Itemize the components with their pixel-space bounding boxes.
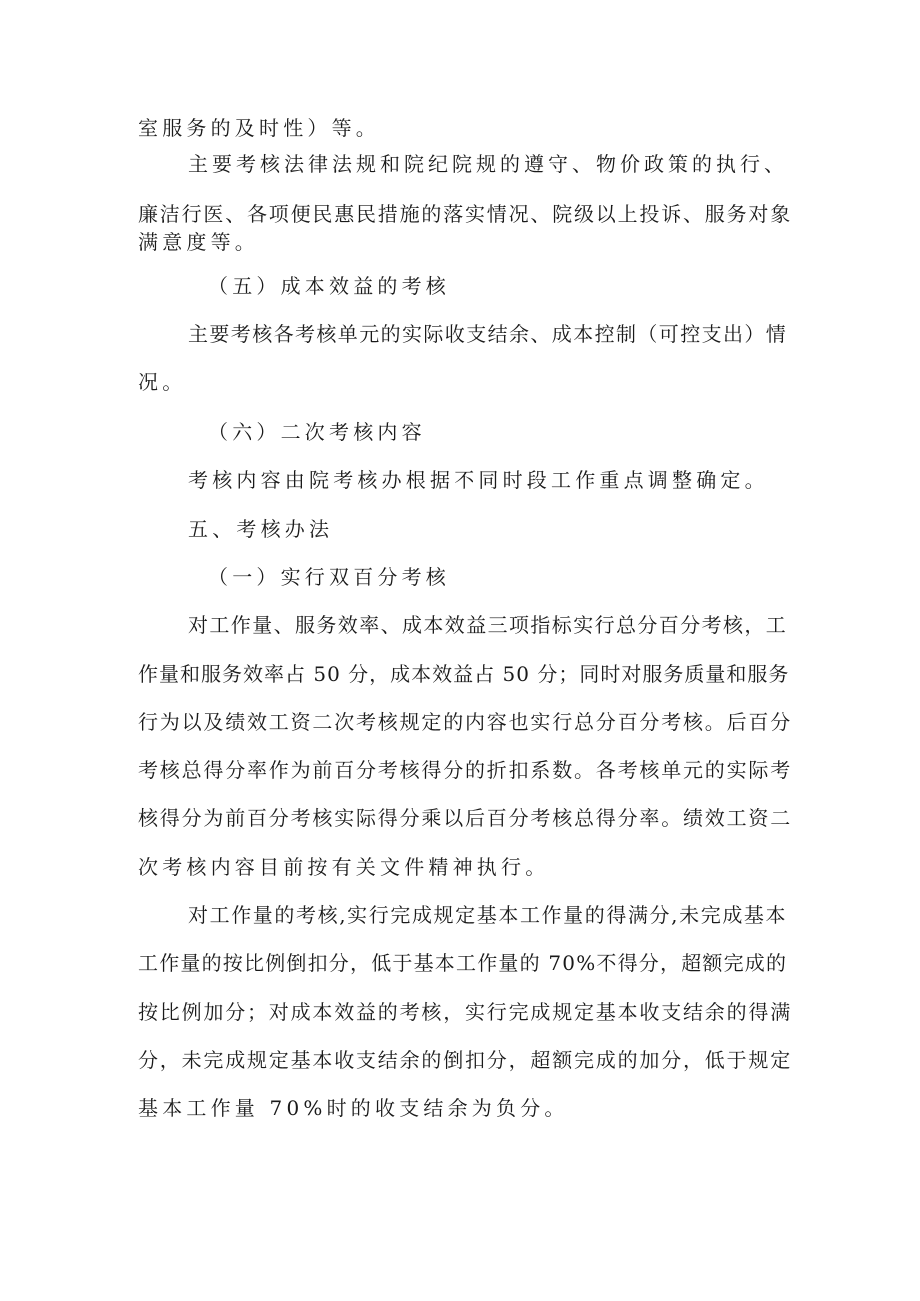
text-line: 主要考核法律法规和院纪院规的遵守、物价政策的执行、 <box>188 152 788 176</box>
text-line: 对工作量的考核,实行完成规定基本工作量的得满分,未完成基本 <box>188 903 788 927</box>
text-line: 次考核内容目前按有关文件精神执行。 <box>138 855 550 879</box>
section-heading: （六）二次考核内容 <box>208 420 426 444</box>
text-line: 按比例加分；对成本效益的考核，实行完成规定基本收支结余的得满 <box>138 1000 792 1024</box>
text-line: 行为以及绩效工资二次考核规定的内容也实行总分百分考核。后百分 <box>138 710 792 734</box>
text-line: 分，未完成规定基本收支结余的倒扣分，超额完成的加分，低于规定 <box>138 1048 792 1072</box>
text-line: 考核总得分率作为前百分考核得分的折扣系数。各考核单元的实际考 <box>138 758 792 782</box>
text-line: 工作量的按比例倒扣分，低于基本工作量的 70%不得分，超额完成的 <box>138 951 788 975</box>
section-heading: （五）成本效益的考核 <box>208 274 450 298</box>
text-line: 况。 <box>138 370 187 394</box>
text-line: 核得分为前百分考核实际得分乘以后百分考核总得分率。绩效工资二 <box>138 806 792 830</box>
section-heading: 五、考核办法 <box>188 517 334 541</box>
text-line: 室服务的及时性）等。 <box>138 116 380 140</box>
text-line: 廉洁行医、各项便民惠民措施的落实情况、院级以上投诉、服务对象 <box>138 202 792 226</box>
text-line: 考核内容由院考核办根据不同时段工作重点调整确定。 <box>188 468 769 492</box>
text-line: 作量和服务效率占 50 分，成本效益占 50 分；同时对服务质量和服务 <box>138 662 790 686</box>
text-line: 对工作量、服务效率、成本效益三项指标实行总分百分考核，工 <box>188 613 788 637</box>
text-line: 满意度等。 <box>138 230 259 254</box>
section-heading: （一）实行双百分考核 <box>208 565 450 589</box>
text-line: 基本工作量 70%时的收支结余为负分。 <box>138 1096 569 1120</box>
text-line: 主要考核各考核单元的实际收支结余、成本控制（可控支出）情 <box>188 322 788 346</box>
